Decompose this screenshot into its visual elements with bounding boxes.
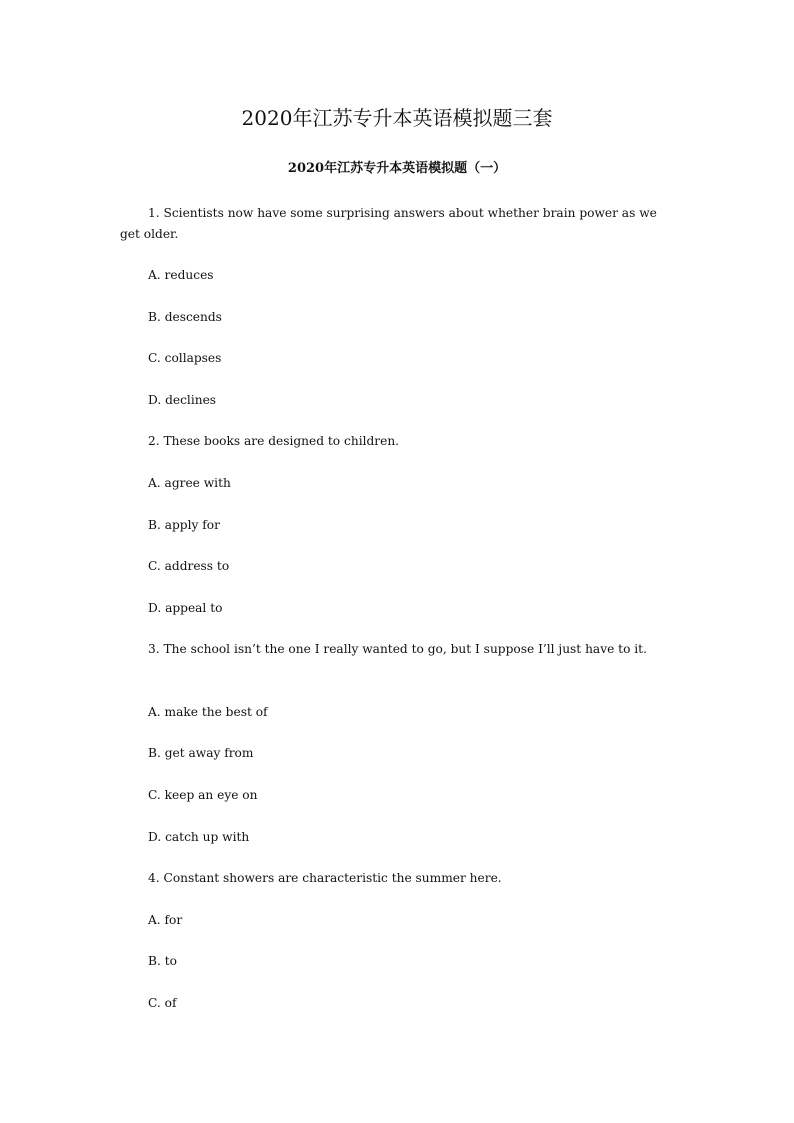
question-3-option-a: A. make the best of <box>148 705 268 719</box>
question-1-option-b: B. descends <box>148 310 222 324</box>
question-4-option-b: B. to <box>148 954 177 968</box>
question-3-option-b: B. get away from <box>148 746 254 760</box>
question-2-stem: 2. These books are designed to children. <box>148 434 400 448</box>
question-3-option-c: C. keep an eye on <box>148 788 258 802</box>
question-4-option-c: C. of <box>148 996 177 1010</box>
question-4-stem: 4. Constant showers are characteristic the summer here. <box>148 871 502 885</box>
question-2-option-c: C. address to <box>148 559 230 573</box>
question-2-option-a: A. agree with <box>148 476 231 490</box>
question-1-stem: 1. Scientists now have some surprising answers about whether brain power as we get older. <box>120 206 657 241</box>
question-2-option-b: B. apply for <box>148 518 220 532</box>
question-2-option-d: D. appeal to <box>148 601 223 615</box>
question-3-stem: 3. The school isn’t the one I really wanted to go, but I suppose I’ll just have to it. <box>148 642 647 656</box>
question-3-option-d: D. catch up with <box>148 830 250 844</box>
question-1-option-c: C. collapses <box>148 351 222 365</box>
document-title: 2020年江苏专升本英语模拟题三套 <box>241 106 553 130</box>
question-4-option-a: A. for <box>148 913 183 927</box>
question-1-option-d: D. declines <box>148 393 217 407</box>
document-subtitle: 2020年江苏专升本英语模拟题（一） <box>287 161 507 176</box>
question-1-option-a: A. reduces <box>148 268 214 282</box>
